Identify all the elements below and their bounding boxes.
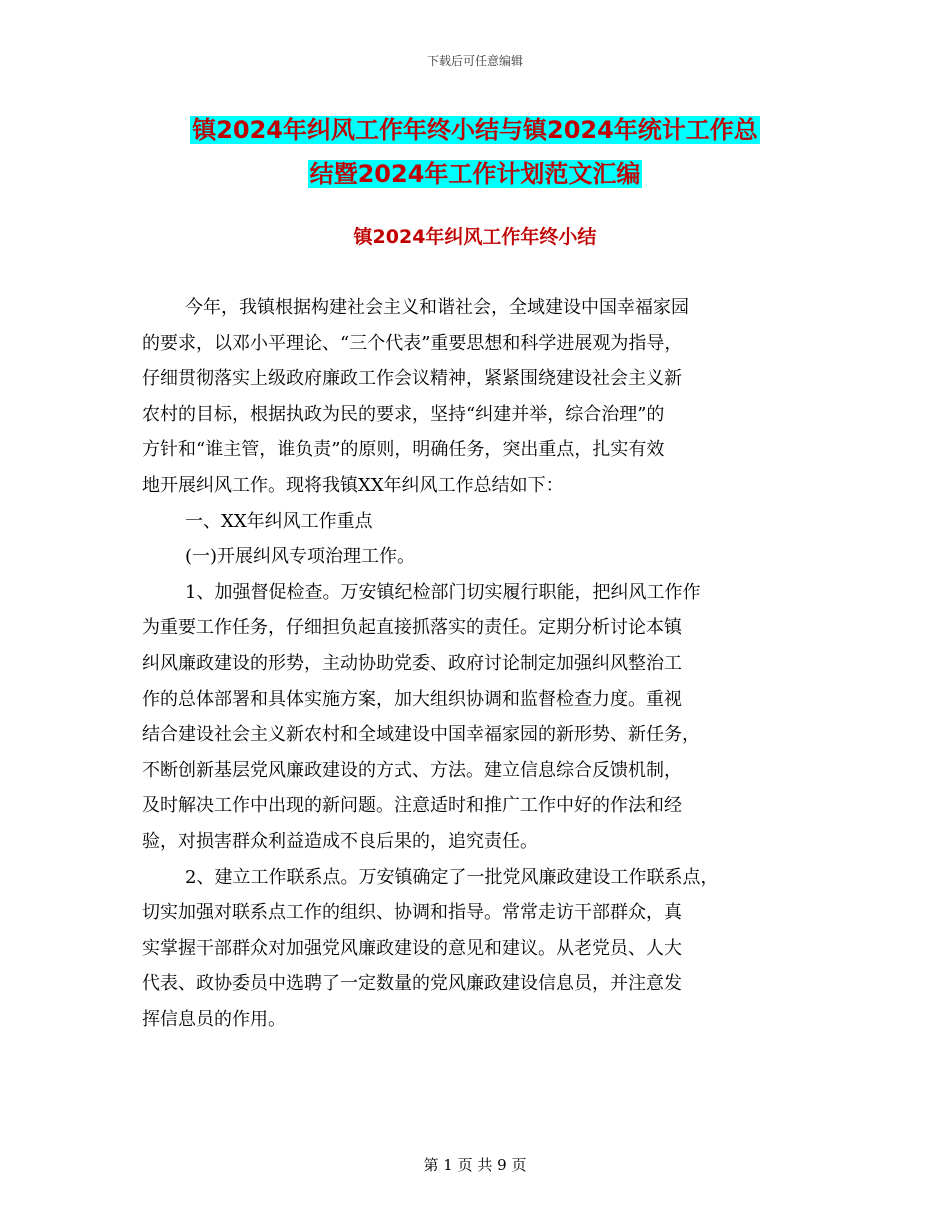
subheading-line: (一)开展纠风专项治理工作。 — [185, 546, 416, 568]
paragraph-line: 仔细贯彻落实上级政府廉政工作会议精神，紧紧围绕建设社会主义新 — [142, 368, 682, 390]
document-title-line-2 — [0, 152, 950, 196]
paragraph-line: 2、建立工作联系点。万安镇确定了一批党风廉政建设工作联系点， — [185, 866, 719, 888]
paragraph-line: 代表、政协委员中选聘了一定数量的党风廉政建设信息员，并注意发 — [142, 973, 682, 995]
paragraph-line: 挥信息员的作用。 — [142, 1008, 286, 1030]
paragraph-line: 地开展纠风工作。现将我镇XX年纠风工作总结如下： — [142, 474, 564, 496]
paragraph-line: 今年，我镇根据构建社会主义和谐社会，全域建设中国幸福家园 — [185, 297, 689, 318]
paragraph-line: 不断创新基层党风廉政建设的方式、方法。建立信息综合反馈机制， — [142, 759, 682, 781]
paragraph-line: 纠风廉政建设的形势，主动协助党委、政府讨论制定加强纠风整治工 — [142, 652, 682, 674]
heading-line: 一、XX年纠风工作重点 — [185, 510, 373, 532]
paragraph-line: 的要求，以邓小平理论、“三个代表”重要思想和科学进展观为指导， — [142, 332, 683, 354]
paragraph-line: 方针和“谁主管，谁负责”的原则，明确任务，突出重点，扎实有效 — [142, 439, 665, 461]
document-title-line-1 — [0, 108, 950, 152]
header-note: 下载后可任意编辑 — [426, 54, 523, 68]
paragraph-line: 验，对损害群众利益造成不良后果的，追究责任。 — [142, 830, 538, 852]
section-title: 镇2024年纠风工作年终小结 — [353, 226, 597, 248]
page-number: 第 1 页 共 9 页 — [423, 1156, 527, 1174]
paragraph-line: 作的总体部署和具体实施方案，加大组织协调和监督检查力度。重视 — [142, 688, 682, 710]
body-text — [142, 290, 822, 1037]
paragraph-line: 切实加强对联系点工作的组织、协调和指导。常常走访干部群众，真 — [142, 902, 682, 924]
document-title — [0, 108, 950, 196]
paragraph-line: 实掌握干部群众对加强党风廉政建设的意见和建议。从老党员、人大 — [142, 937, 682, 959]
paragraph-line: 1、加强督促检查。万安镇纪检部门切实履行职能，把纠风工作作 — [185, 581, 701, 603]
paragraph-line: 及时解决工作中出现的新问题。注意适时和推广工作中好的作法和经 — [142, 795, 682, 817]
paragraph-line: 农村的目标，根据执政为民的要求，坚持“纠建并举，综合治理”的 — [142, 403, 665, 425]
paragraph-line: 结合建设社会主义新农村和全域建设中国幸福家园的新形势、新任务， — [142, 724, 700, 746]
title-highlight-2: 结暨2024年工作计划范文汇编 — [309, 160, 641, 188]
title-highlight-1: 镇2024年纠风工作年终小结与镇2024年统计工作总 — [192, 116, 758, 144]
paragraph-line: 为重要工作任务，仔细担负起直接抓落实的责任。定期分析讨论本镇 — [142, 617, 682, 639]
